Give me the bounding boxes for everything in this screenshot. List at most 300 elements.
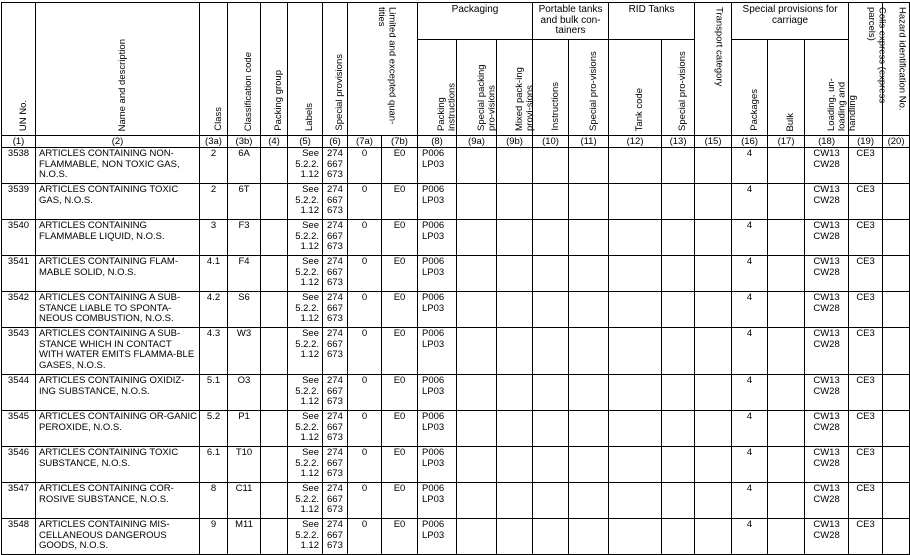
portable-tank-instructions-value (533, 483, 569, 519)
header-classification-code-label: Classification code (243, 51, 254, 131)
class-value: 9 (200, 519, 228, 555)
packages-value: 4 (732, 328, 768, 375)
colis-express-value: CE3 (849, 256, 883, 292)
rid-special-provisions-value (662, 148, 695, 184)
class-value: 6.1 (200, 447, 228, 483)
column-number: (9a) (457, 136, 497, 148)
colis-express-value: CE3 (849, 411, 883, 447)
bulk-value (768, 256, 805, 292)
loading-value: CW13 CW28 (805, 483, 849, 519)
labels-value: See 5.2.2. 1.12 (288, 375, 323, 411)
column-number: (16) (732, 136, 768, 148)
hazard-id-value (883, 447, 910, 483)
un-number: 3540 (2, 220, 36, 256)
packages-value: 4 (732, 375, 768, 411)
column-number: (11) (569, 136, 609, 148)
limited-quantity-value: 0 (348, 447, 382, 483)
special-packing-provisions-value (457, 519, 497, 555)
labels-value: See 5.2.2. 1.12 (288, 220, 323, 256)
rid-special-provisions-value (662, 519, 695, 555)
portable-tank-special-provisions-value (569, 328, 609, 375)
column-number: (10) (533, 136, 569, 148)
excepted-quantity-value: E0 (382, 148, 418, 184)
loading-value: CW13 CW28 (805, 447, 849, 483)
classification-code-value: S6 (228, 292, 261, 328)
loading-value: CW13 CW28 (805, 519, 849, 555)
column-number: (7b) (382, 136, 418, 148)
bulk-value (768, 184, 805, 220)
table-row (2, 375, 910, 411)
column-number: (4) (261, 136, 288, 148)
mixed-packing-provisions-value (497, 256, 533, 292)
portable-tank-special-provisions-value (569, 411, 609, 447)
header-tank-code-label: Tank code (634, 87, 646, 131)
packing-group-value (261, 184, 288, 220)
packing-group-value (261, 148, 288, 184)
transport-category-value (695, 328, 732, 375)
substance-name: ARTICLES CONTAINING FLAMMABLE LIQUID, N.O.S. (36, 220, 200, 256)
transport-category-value (695, 447, 732, 483)
portable-tank-special-provisions-value (569, 184, 609, 220)
labels-value: See 5.2.2. 1.12 (288, 483, 323, 519)
column-number: (3b) (228, 136, 261, 148)
classification-code-value: T10 (228, 447, 261, 483)
colis-express-value: CE3 (849, 184, 883, 220)
header-class-label: Class (212, 107, 224, 131)
limited-quantity-value: 0 (348, 256, 382, 292)
table-row (2, 148, 910, 184)
tank-code-value (609, 292, 662, 328)
header-labels-label: Labels (304, 103, 315, 131)
classification-code-value: M11 (228, 519, 261, 555)
header-limited-quantities (348, 3, 418, 136)
hazard-id-value (883, 483, 910, 519)
header-hazard-id (883, 3, 910, 136)
excepted-quantity-value: E0 (382, 375, 418, 411)
loading-value: CW13 CW28 (805, 411, 849, 447)
header-colis-express-label: Colis express (express parcels) (866, 7, 888, 104)
column-number: (13) (662, 136, 695, 148)
header-pt-special-provisions (569, 40, 609, 136)
special-provisions-value: 274 667 673 (323, 256, 348, 292)
portable-tank-instructions-value (533, 328, 569, 375)
mixed-packing-provisions-value (497, 447, 533, 483)
limited-quantity-value: 0 (348, 328, 382, 375)
header-tank-code (609, 40, 662, 136)
bulk-value (768, 411, 805, 447)
substance-name: ARTICLES CONTAINING NON-FLAMMABLE, NON TOXIC GAS, N.O.S. (36, 148, 200, 184)
packing-group-value (261, 375, 288, 411)
substance-name: ARTICLES CONTAINING MIS-CELLANEOUS DANGEROUS GOODS, N.O.S. (36, 519, 200, 555)
packages-value: 4 (732, 148, 768, 184)
classification-code-value: O3 (228, 375, 261, 411)
special-packing-provisions-value (457, 328, 497, 375)
transport-category-value (695, 220, 732, 256)
loading-value: CW13 CW28 (805, 256, 849, 292)
limited-quantity-value: 0 (348, 148, 382, 184)
class-value: 4.3 (200, 328, 228, 375)
special-packing-provisions-value (457, 411, 497, 447)
portable-tank-special-provisions-value (569, 519, 609, 555)
class-value: 4.1 (200, 256, 228, 292)
substance-name: ARTICLES CONTAINING TOXIC SUBSTANCE, N.O.S. (36, 447, 200, 483)
colis-express-value: CE3 (849, 292, 883, 328)
colis-express-value: CE3 (849, 220, 883, 256)
header-bulk-label: Bulk (785, 112, 797, 131)
special-provisions-value: 274 667 673 (323, 411, 348, 447)
limited-quantity-value: 0 (348, 220, 382, 256)
special-provisions-value: 274 667 673 (323, 292, 348, 328)
transport-category-value (695, 411, 732, 447)
header-pt-special-provisions-label: Special pro-visions (587, 51, 599, 131)
rid-special-provisions-value (662, 256, 695, 292)
dangerous-goods-table (1, 2, 910, 555)
loading-value: CW13 CW28 (805, 220, 849, 256)
header-loading-label: Loading, un-loading and handling (825, 78, 858, 131)
column-number: (3a) (200, 136, 228, 148)
header-loading (805, 40, 858, 136)
transport-category-value (695, 519, 732, 555)
header-pt-instructions (533, 40, 569, 136)
excepted-quantity-value: E0 (382, 519, 418, 555)
limited-quantity-value: 0 (348, 375, 382, 411)
table-row (2, 519, 910, 555)
substance-name: ARTICLES CONTAINING FLAM-MABLE SOLID, N.O.S. (36, 256, 200, 292)
classification-code-value: 6A (228, 148, 261, 184)
transport-category-value (695, 375, 732, 411)
packing-instructions-value: P006 LP03 (418, 328, 457, 375)
packing-group-value (261, 220, 288, 256)
excepted-quantity-value: E0 (382, 184, 418, 220)
bulk-value (768, 447, 805, 483)
portable-tank-instructions-value (533, 148, 569, 184)
class-value: 5.2 (200, 411, 228, 447)
portable-tank-special-provisions-value (569, 447, 609, 483)
labels-value: See 5.2.2. 1.12 (288, 447, 323, 483)
table-row (2, 328, 910, 375)
un-number: 3539 (2, 184, 36, 220)
excepted-quantity-value: E0 (382, 220, 418, 256)
class-value: 4.2 (200, 292, 228, 328)
packing-instructions-value: P006 LP03 (418, 447, 457, 483)
special-packing-provisions-value (457, 375, 497, 411)
mixed-packing-provisions-value (497, 519, 533, 555)
packing-instructions-value: P006 LP03 (418, 411, 457, 447)
hazard-id-value (883, 519, 910, 555)
rid-special-provisions-value (662, 328, 695, 375)
excepted-quantity-value: E0 (382, 447, 418, 483)
mixed-packing-provisions-value (497, 148, 533, 184)
portable-tank-instructions-value (533, 292, 569, 328)
column-number: (18) (805, 136, 849, 148)
special-provisions-value: 274 667 673 (323, 328, 348, 375)
header-classification-code (228, 3, 261, 136)
table-row (2, 292, 910, 328)
packing-instructions-value: P006 LP03 (418, 184, 457, 220)
class-value: 3 (200, 220, 228, 256)
special-packing-provisions-value (457, 292, 497, 328)
header-special-provisions-label: Special provisions (334, 54, 345, 131)
table-row (2, 447, 910, 483)
special-packing-provisions-value (457, 148, 497, 184)
loading-value: CW13 CW28 (805, 148, 849, 184)
class-value: 8 (200, 483, 228, 519)
packing-group-value (261, 483, 288, 519)
packing-group-value (261, 328, 288, 375)
packages-value: 4 (732, 447, 768, 483)
header-rid-tanks: RID Tanks (609, 3, 695, 40)
un-number: 3538 (2, 148, 36, 184)
excepted-quantity-value: E0 (382, 483, 418, 519)
header-un-no-label: UN No. (17, 99, 29, 131)
special-provisions-value: 274 667 673 (323, 148, 348, 184)
hazard-id-value (883, 184, 910, 220)
table-row (2, 483, 910, 519)
bulk-value (768, 220, 805, 256)
loading-value: CW13 CW28 (805, 328, 849, 375)
rid-special-provisions-value (662, 375, 695, 411)
bulk-value (768, 328, 805, 375)
labels-value: See 5.2.2. 1.12 (288, 148, 323, 184)
loading-value: CW13 CW28 (805, 292, 849, 328)
colis-express-value: CE3 (849, 328, 883, 375)
loading-value: CW13 CW28 (805, 375, 849, 411)
header-transport-category (695, 3, 732, 136)
packing-group-value (261, 519, 288, 555)
tank-code-value (609, 411, 662, 447)
hazard-id-value (883, 375, 910, 411)
header-special-provisions (323, 3, 348, 136)
special-packing-provisions-value (457, 447, 497, 483)
column-number: (1) (2, 136, 36, 148)
table-row (2, 411, 910, 447)
column-number: (8) (418, 136, 457, 148)
packing-group-value (261, 411, 288, 447)
packing-instructions-value: P006 LP03 (418, 519, 457, 555)
header-labels (288, 3, 323, 136)
special-provisions-value: 274 667 673 (323, 519, 348, 555)
packing-group-value (261, 447, 288, 483)
header-portable-tanks: Portable tanks and bulk con-tainers (533, 3, 609, 40)
hazard-id-value (883, 220, 910, 256)
column-number: (2) (36, 136, 200, 148)
substance-name: ARTICLES CONTAINING A SUB-STANCE LIABLE TO SPONTA-NEOUS COMBUSTION, N.O.S. (36, 292, 200, 328)
portable-tank-special-provisions-value (569, 220, 609, 256)
tank-code-value (609, 519, 662, 555)
column-number: (9b) (497, 136, 533, 148)
header-mixed-packing-provisions (497, 40, 536, 136)
special-packing-provisions-value (457, 184, 497, 220)
rid-special-provisions-value (662, 292, 695, 328)
packing-group-value (261, 256, 288, 292)
class-value: 5.1 (200, 375, 228, 411)
substance-name: ARTICLES CONTAINING OXIDIZ-ING SUBSTANCE, N.O.S. (36, 375, 200, 411)
packing-group-value (261, 292, 288, 328)
column-number: (6) (323, 136, 348, 148)
column-number: (7a) (348, 136, 382, 148)
header-name (36, 3, 200, 136)
bulk-value (768, 292, 805, 328)
tank-code-value (609, 447, 662, 483)
header-special-packing-provisions (457, 40, 497, 136)
header-special-packing-provisions-label: Special packing pro-visions (475, 64, 497, 131)
transport-category-value (695, 256, 732, 292)
packages-value: 4 (732, 220, 768, 256)
tank-code-value (609, 328, 662, 375)
labels-value: See 5.2.2. 1.12 (288, 328, 323, 375)
un-number: 3544 (2, 375, 36, 411)
classification-code-value: F3 (228, 220, 261, 256)
transport-category-value (695, 292, 732, 328)
packages-value: 4 (732, 483, 768, 519)
special-packing-provisions-value (457, 483, 497, 519)
column-number: (20) (883, 136, 910, 148)
portable-tank-instructions-value (533, 375, 569, 411)
header-transport-category-label: Transport category (713, 7, 725, 87)
header-special-provisions-carriage: Special provisions for carriage (732, 3, 849, 40)
transport-category-value (695, 483, 732, 519)
bulk-value (768, 483, 805, 519)
column-number: (15) (695, 136, 732, 148)
loading-value: CW13 CW28 (805, 184, 849, 220)
limited-quantity-value: 0 (348, 184, 382, 220)
packing-instructions-value: P006 LP03 (418, 148, 457, 184)
portable-tank-special-provisions-value (569, 483, 609, 519)
un-number: 3546 (2, 447, 36, 483)
labels-value: See 5.2.2. 1.12 (288, 184, 323, 220)
bulk-value (768, 375, 805, 411)
portable-tank-special-provisions-value (569, 375, 609, 411)
un-number: 3547 (2, 483, 36, 519)
limited-quantity-value: 0 (348, 411, 382, 447)
packing-instructions-value: P006 LP03 (418, 256, 457, 292)
substance-name: ARTICLES CONTAINING A SUB-STANCE WHICH IN CONTACT WITH WATER EMITS FLAMMA-BLE GASES, N.O.S. (36, 328, 200, 375)
tank-code-value (609, 375, 662, 411)
column-number: (19) (849, 136, 883, 148)
header-packing-instructions-label: Packing instructions (436, 82, 458, 131)
special-provisions-value: 274 667 673 (323, 220, 348, 256)
portable-tank-instructions-value (533, 256, 569, 292)
portable-tank-instructions-value (533, 184, 569, 220)
labels-value: See 5.2.2. 1.12 (288, 411, 323, 447)
portable-tank-instructions-value (533, 447, 569, 483)
limited-quantity-value: 0 (348, 519, 382, 555)
limited-quantity-value: 0 (348, 483, 382, 519)
header-class (200, 3, 228, 136)
rid-special-provisions-value (662, 447, 695, 483)
special-packing-provisions-value (457, 256, 497, 292)
excepted-quantity-value: E0 (382, 328, 418, 375)
packages-value: 4 (732, 292, 768, 328)
classification-code-value: F4 (228, 256, 261, 292)
packing-instructions-value: P006 LP03 (418, 220, 457, 256)
special-provisions-value: 274 667 673 (323, 184, 348, 220)
header-limited-quantities-label: Limited and excepted quan-tities (376, 7, 398, 125)
header-hazard-id-label: Hazard identification No. (896, 7, 908, 111)
hazard-id-value (883, 148, 910, 184)
class-value: 2 (200, 148, 228, 184)
mixed-packing-provisions-value (497, 292, 533, 328)
colis-express-value: CE3 (849, 483, 883, 519)
packages-value: 4 (732, 411, 768, 447)
colis-express-value: CE3 (849, 519, 883, 555)
packages-value: 4 (732, 519, 768, 555)
mixed-packing-provisions-value (497, 411, 533, 447)
column-number-row (2, 136, 910, 148)
mixed-packing-provisions-value (497, 328, 533, 375)
header-pt-instructions-label: Instructions (549, 82, 561, 131)
classification-code-value: C11 (228, 483, 261, 519)
un-number: 3542 (2, 292, 36, 328)
mixed-packing-provisions-value (497, 375, 533, 411)
labels-value: See 5.2.2. 1.12 (288, 519, 323, 555)
packages-value: 4 (732, 184, 768, 220)
header-packaging: Packaging (418, 3, 533, 40)
substance-name: ARTICLES CONTAINING OR-GANIC PEROXIDE, N.O.S. (36, 411, 200, 447)
header-rid-special-provisions-label: Special pro-visions (677, 51, 689, 131)
hazard-id-value (883, 256, 910, 292)
header-packages (732, 40, 768, 136)
bulk-value (768, 148, 805, 184)
tank-code-value (609, 148, 662, 184)
classification-code-value: P1 (228, 411, 261, 447)
special-provisions-value: 274 667 673 (323, 447, 348, 483)
colis-express-value: CE3 (849, 148, 883, 184)
mixed-packing-provisions-value (497, 483, 533, 519)
table-row (2, 184, 910, 220)
column-number: (12) (609, 136, 662, 148)
tank-code-value (609, 220, 662, 256)
portable-tank-special-provisions-value (569, 256, 609, 292)
classification-code-value: W3 (228, 328, 261, 375)
un-number: 3543 (2, 328, 36, 375)
column-number: (17) (768, 136, 805, 148)
labels-value: See 5.2.2. 1.12 (288, 256, 323, 292)
excepted-quantity-value: E0 (382, 292, 418, 328)
special-provisions-value: 274 667 673 (323, 375, 348, 411)
rid-special-provisions-value (662, 184, 695, 220)
table-row (2, 256, 910, 292)
transport-category-value (695, 184, 732, 220)
header-mixed-packing-provisions-label: Mixed pack-ing provi-sions (513, 67, 536, 131)
packages-value: 4 (732, 256, 768, 292)
header-un-no (2, 3, 36, 136)
table-body (2, 148, 910, 555)
table-row (2, 220, 910, 256)
packing-instructions-value: P006 LP03 (418, 375, 457, 411)
mixed-packing-provisions-value (497, 220, 533, 256)
header-packing-group (261, 3, 288, 136)
un-number: 3541 (2, 256, 36, 292)
colis-express-value: CE3 (849, 447, 883, 483)
substance-name: ARTICLES CONTAINING COR-ROSIVE SUBSTANCE, N.O.S. (36, 483, 200, 519)
packing-instructions-value: P006 LP03 (418, 292, 457, 328)
header-packing-group-label: Packing group (273, 70, 284, 131)
tank-code-value (609, 483, 662, 519)
header-packages-label: Packages (748, 89, 760, 131)
header-name-label: Name and description (116, 38, 128, 131)
portable-tank-instructions-value (533, 411, 569, 447)
rid-special-provisions-value (662, 220, 695, 256)
tank-code-value (609, 256, 662, 292)
excepted-quantity-value: E0 (382, 256, 418, 292)
mixed-packing-provisions-value (497, 184, 533, 220)
rid-special-provisions-value (662, 411, 695, 447)
transport-category-value (695, 148, 732, 184)
packing-instructions-value: P006 LP03 (418, 483, 457, 519)
hazard-id-value (883, 292, 910, 328)
un-number: 3545 (2, 411, 36, 447)
